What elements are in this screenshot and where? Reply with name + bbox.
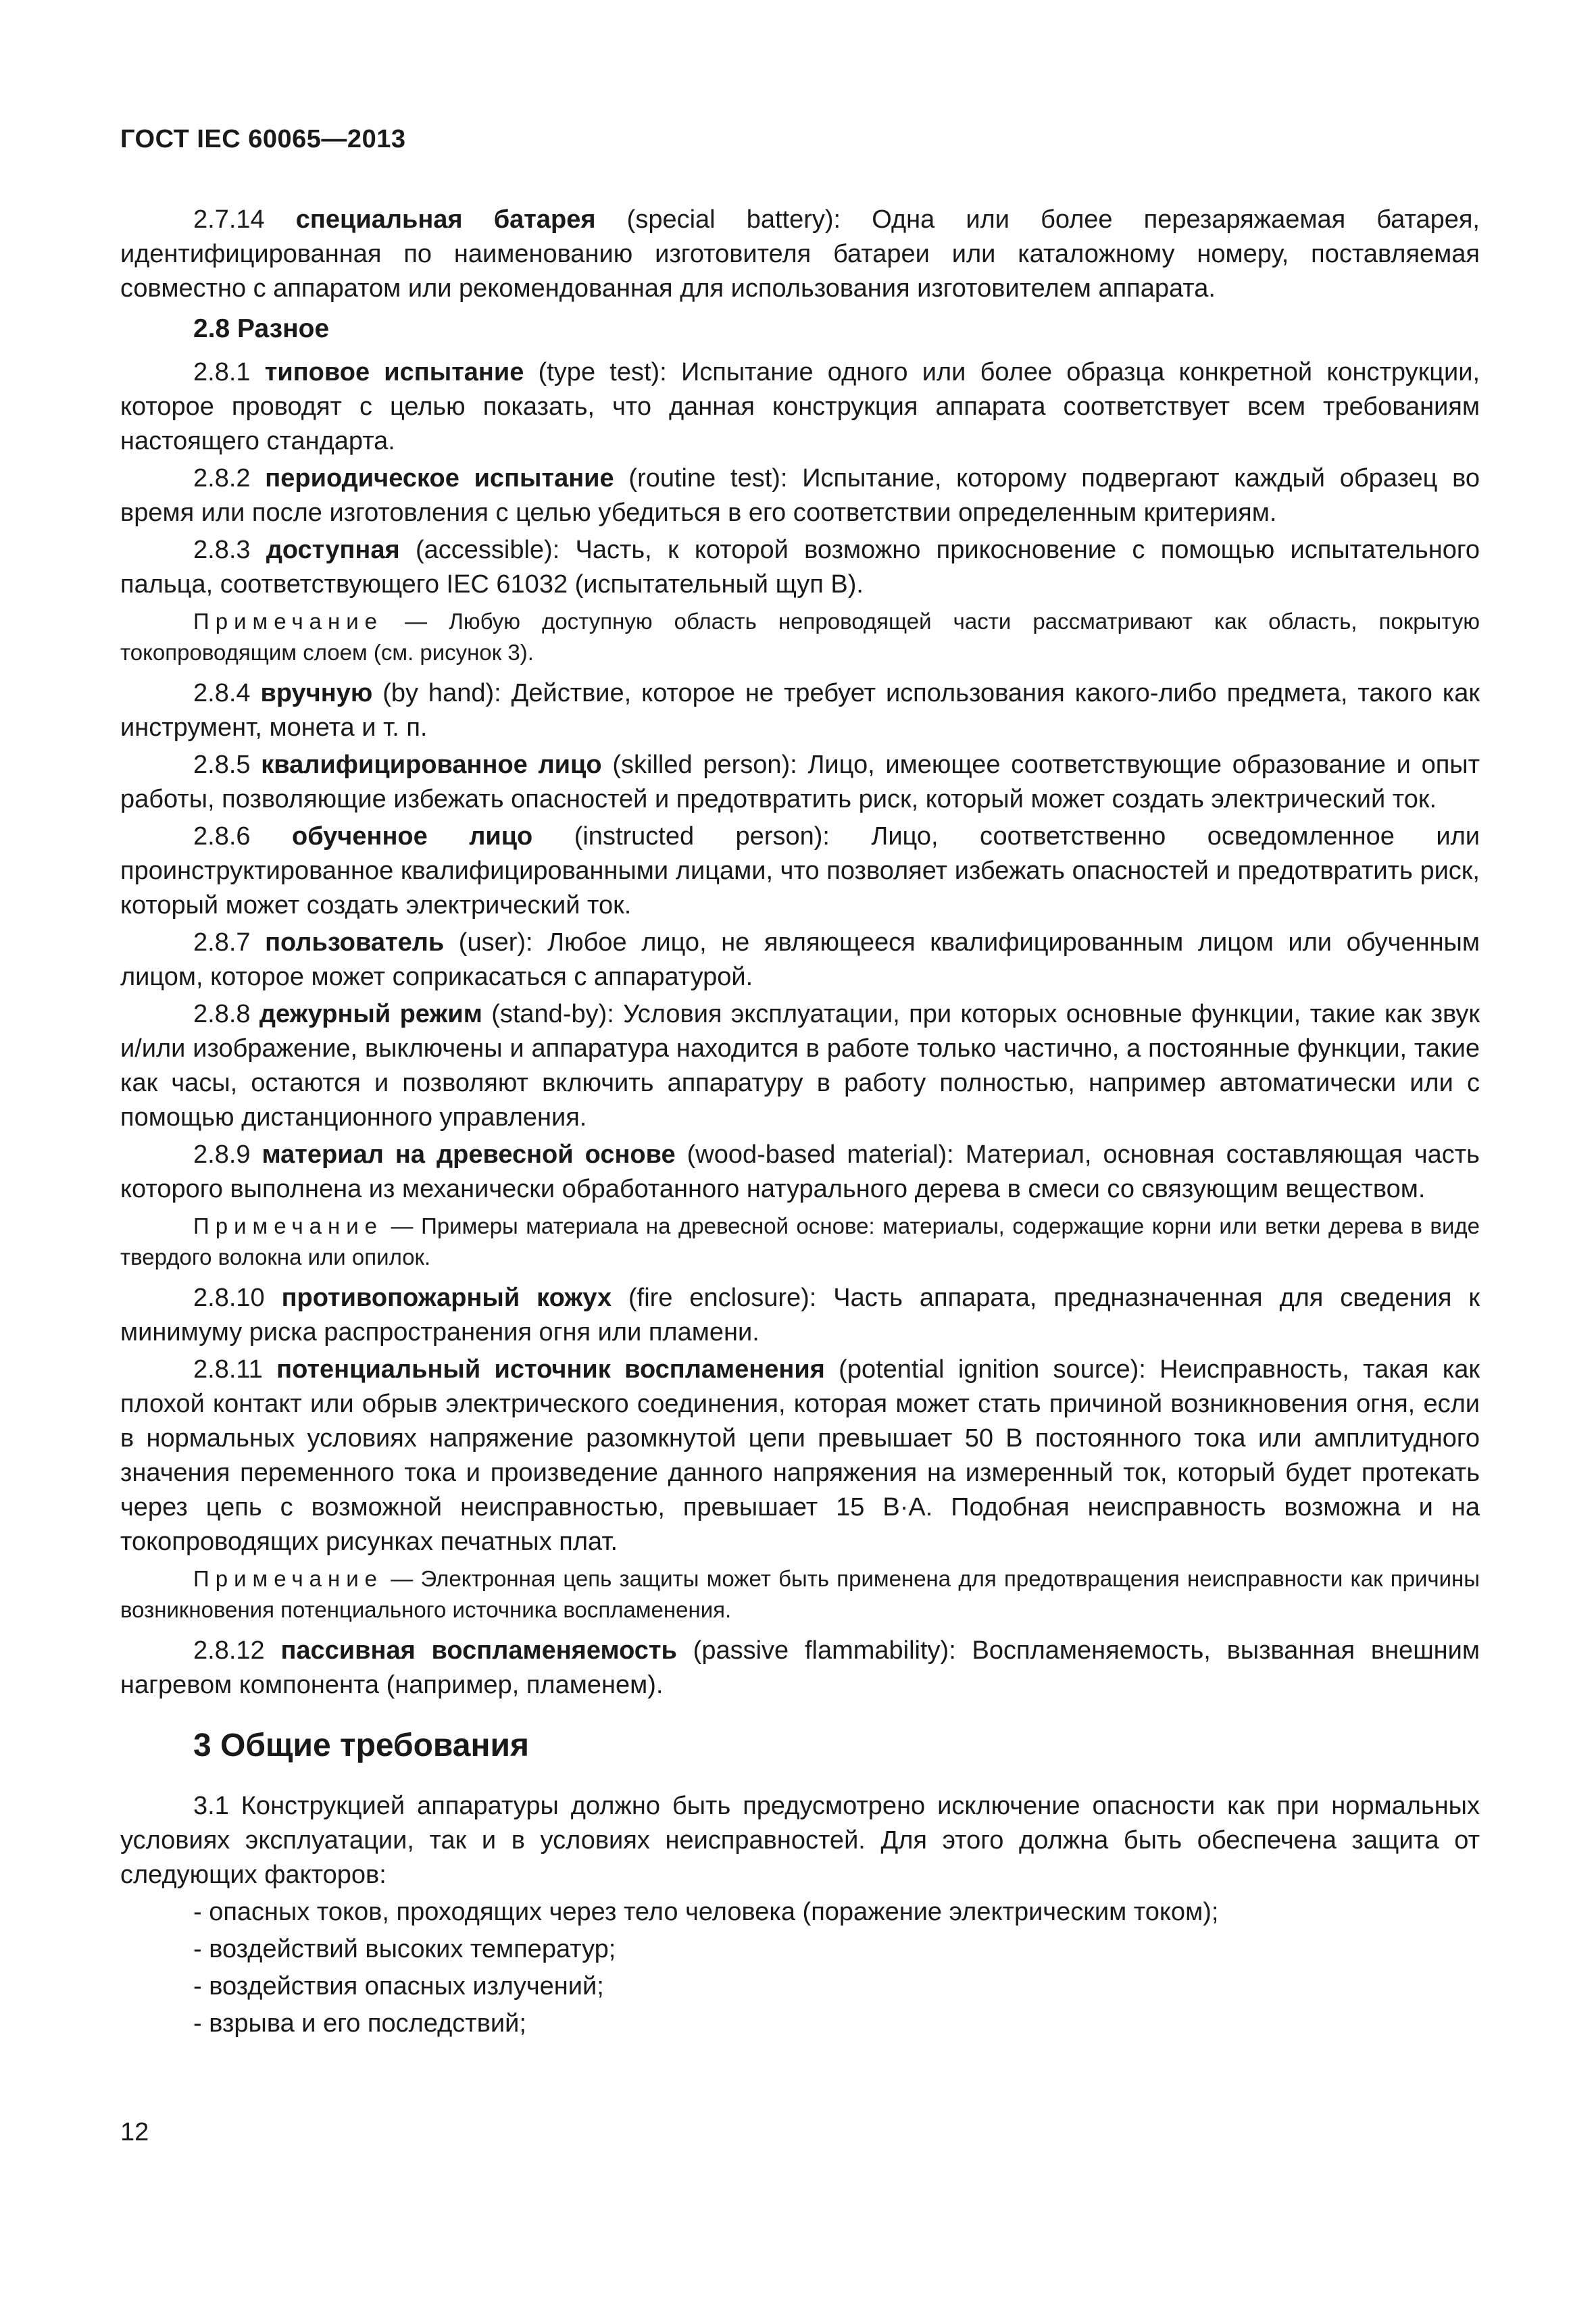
clause-text: (wood-based material): Материал, основная составляющая часть которого выполнена из механически обработанного натурального дерева в смеси со связующим веществом. [120, 1140, 1480, 1203]
clause-term: специальная батарея [295, 205, 596, 234]
note-text: — Примеры материала на древесной основе: материалы, содержащие корни или ветки дерева в виде твердого волокна или опилок. [120, 1213, 1480, 1269]
clause-text: (special battery): Одна или более перезаряжаемая батарея, идентифицированная по наименованию изготовителя батареи или каталожному номеру, поставляемая совместно с аппаратом или рекомендованная для использования изготовителем аппарата. [120, 205, 1480, 303]
document-header: ГОСТ IEC 60065—2013 [120, 125, 406, 153]
clause-number: 2.7.14 [193, 205, 265, 234]
clause-number: 2.8.9 [193, 1140, 251, 1169]
clause-2-8-11 [120, 1353, 1480, 1559]
clause-term: периодическое испытание [265, 464, 614, 493]
note-3 [120, 1563, 1480, 1626]
clause-2-8-12 [120, 1634, 1480, 1703]
clause-2-8-5 [120, 748, 1480, 817]
note-label: Примечание [193, 609, 384, 634]
clause-term: дежурный режим [259, 1000, 482, 1028]
clause-number: 2.8.12 [193, 1636, 265, 1665]
clause-text: (stand-by): Условия эксплуатации, при которых основные функции, такие как звук и/или изображение, выключены и аппаратура находится в работе только частично, а постоянные функции, такие как часы, остаются и позволяют включить аппаратуру в работу полностью, например автоматически или с помощью дистанционного управления. [120, 1000, 1480, 1132]
clause-term: типовое испытание [264, 358, 524, 386]
clause-2-8-7 [120, 926, 1480, 995]
document-body [120, 203, 1480, 2044]
clause-text: (instructed person): Лицо, соответственно осведомленное или проинструктированное квалифицированными лицами, что позволяет избежать опасностей и предотвратить риск, который может создать электрический ток. [120, 822, 1480, 920]
clause-term: доступная [266, 536, 400, 564]
clause-text: (accessible): Часть, к которой возможно прикосновение с помощью испытательного пальца, соответствующего IEC 61032 (испытательный щуп B). [120, 536, 1480, 599]
clause-number: 2.8.6 [193, 822, 251, 851]
list-item: - воздействия опасных излучений; [193, 1972, 604, 2001]
clause-term: материал на древесной основе [261, 1140, 676, 1169]
clause-2-8-10 [120, 1281, 1480, 1350]
clause-text: (passive flammability): Воспламеняемость, вызванная внешним нагревом компонента (например, пламенем). [120, 1636, 1480, 1699]
clause-text: (by hand): Действие, которое не требует использования какого-либо предмета, такого как инструмент, монета и т. п. [120, 679, 1480, 742]
clause-term: вручную [260, 679, 373, 707]
clause-number: 2.8.1 [193, 358, 251, 386]
clause-2-8-9 [120, 1138, 1480, 1207]
note-label: Примечание [193, 1213, 384, 1238]
list-item: - воздействий высоких температур; [193, 1935, 616, 1963]
note-label: Примечание [193, 1566, 384, 1591]
clause-3-1: 3.1 Конструкцией аппаратуры должно быть предусмотрено исключение опасности как при нормальных условиях эксплуатации, так и в условиях неисправностей. Для этого должна быть обеспечена защита от следующих факторов: [120, 1792, 1480, 1889]
clause-2-8-1 [120, 355, 1480, 459]
clause-2-8-8 [120, 997, 1480, 1135]
clause-term: пользователь [265, 928, 445, 957]
clause-number: 2.8.10 [193, 1284, 265, 1312]
clause-number: 2.8.5 [193, 751, 251, 779]
clause-term: квалифицированное лицо [261, 751, 602, 779]
clause-number: 2.8.11 [193, 1355, 263, 1384]
clause-2-8-4 [120, 676, 1480, 745]
clause-2-7-14 [120, 203, 1480, 306]
clause-number: 2.8.2 [193, 464, 251, 493]
clause-text: (user): Любое лицо, не являющееся квалифицированным лицом или обученным лицом, которое может соприкасаться с аппаратурой. [120, 928, 1480, 991]
note-text: — Электронная цепь защиты может быть применена для предотвращения неисправности как причины возникновения потенциального источника воспламенения. [120, 1566, 1480, 1622]
list-item: - взрыва и его последствий; [193, 2009, 526, 2038]
clause-text: (type test): Испытание одного или более образца конкретной конструкции, которое проводят с целью показать, что данная конструкция аппарата соответствует всем требованиям настоящего стандарта. [120, 358, 1480, 455]
clause-term: пассивная воспламеняемость [280, 1636, 677, 1665]
clause-2-8-2 [120, 461, 1480, 530]
clause-term: противопожарный кожух [281, 1284, 612, 1312]
clause-2-8-3 [120, 533, 1480, 602]
clause-text: (potential ignition source): Неисправность, такая как плохой контакт или обрыв электрического соединения, которая может стать причиной возникновения огня, если в нормальных условиях напряжение разомкнутой цепи превышает 50 В постоянного тока или амплитудного значения переменного тока и произведение данного напряжения на измеренный ток, который будет протекать через цепь с возможной неисправностью, превышает 15 В·А. Подобная неисправность возможна и на токопроводящих рисунках печатных плат. [120, 1355, 1480, 1556]
section-heading-3: 3 Общие требования [193, 1728, 529, 1763]
clause-number: 2.8.4 [193, 679, 251, 707]
section-heading-2-8: 2.8 Разное [193, 314, 330, 343]
clause-2-8-6 [120, 820, 1480, 923]
clause-term: обученное лицо [291, 822, 533, 851]
page-number: 12 [120, 2118, 149, 2146]
note-text: — Любую доступную область непроводящей части рассматривают как область, покрытую токопроводящим слоем (см. рисунок 3). [120, 609, 1480, 665]
clause-text: (skilled person): Лицо, имеющее соответствующие образование и опыт работы, позволяющие избежать опасностей и предотвратить риск, который может создать электрический ток. [120, 751, 1480, 813]
clause-term: потенциальный источник воспламенения [276, 1355, 825, 1384]
note-2 [120, 1211, 1480, 1273]
clause-text: (routine test): Испытание, которому подвергают каждый образец во время или после изготовления с целью убедиться в его соответствии определенным критериям. [120, 464, 1480, 527]
note-1 [120, 606, 1480, 668]
clause-number: 2.8.8 [193, 1000, 251, 1028]
clause-text: (fire enclosure): Часть аппарата, предназначенная для сведения к минимуму риска распространения огня или пламени. [120, 1284, 1480, 1347]
clause-number: 2.8.7 [193, 928, 251, 957]
clause-number: 2.8.3 [193, 536, 251, 564]
list-item: - опасных токов, проходящих через тело человека (поражение электрическим током); [193, 1898, 1219, 1926]
